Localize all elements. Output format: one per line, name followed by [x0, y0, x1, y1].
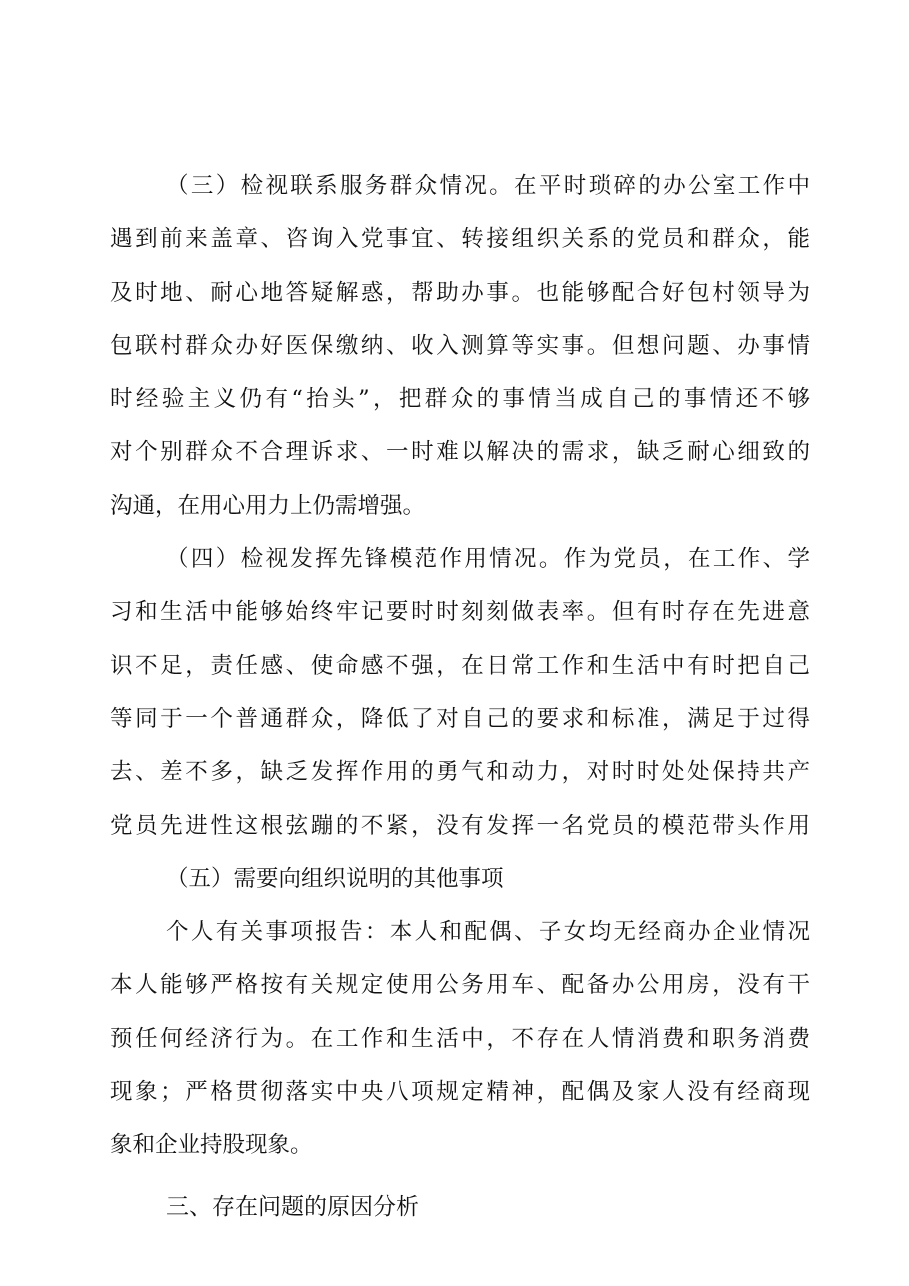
paragraph-line: （三）检视联系服务群众情况。在平时琐碎的办公室工作中: [166, 173, 810, 199]
paragraph-line: 本人能够严格按有关规定使用公务用车、配备办公用房，没有干: [110, 972, 810, 999]
section-3-paragraph: [110, 160, 810, 533]
section-4-paragraph: [110, 533, 810, 853]
paragraph-line: 及时地、耐心地答疑解惑，帮助办事。也能够配合好包村领导为: [110, 279, 810, 306]
paragraph-line: 习和生活中能够始终牢记要时时刻刻做表率。但有时存在先进意: [110, 599, 810, 626]
paragraph-line: 沟通，在用心用力上仍需增强。: [110, 492, 426, 519]
section-5-title: （五）需要向组织说明的其他事项: [166, 865, 504, 892]
paragraph-line: 党员先进性这根弦蹦的不紧，没有发挥一名党员的模范带头作用: [110, 812, 810, 839]
paragraph-line: 预任何经济行为。在工作和生活中，不存在人情消费和职务消费: [110, 1025, 810, 1052]
paragraph-line: 等同于一个普通群众，降低了对自己的要求和标准，满足于过得: [110, 705, 810, 732]
paragraph-line: 对个别群众不合理诉求、一时难以解决的需求，缺乏耐心细致的: [110, 439, 810, 466]
paragraph-line: 现象；严格贯彻落实中央八项规定精神，配偶及家人没有经商现: [110, 1079, 810, 1106]
section-5: [110, 853, 810, 1173]
paragraph-line: 遇到前来盖章、咨询入党事宜、转接组织关系的党员和群众，能: [110, 226, 810, 253]
paragraph-line: 象和企业持股现象。: [110, 1132, 313, 1159]
paragraph-line: 个人有关事项报告：本人和配偶、子女均无经商办企业情况: [166, 919, 810, 946]
paragraph-line: 时经验主义仍有“抬头”，把群众的事情当成自己的事情还不够: [110, 386, 810, 413]
paragraph-line: 去、差不多，缺乏发挥作用的勇气和动力，对时时处处保持共产: [110, 759, 810, 786]
paragraph-line: （四）检视发挥先锋模范作用情况。作为党员，在工作、学: [166, 546, 810, 573]
section-heading-3: 三、存在问题的原因分析: [166, 1193, 419, 1220]
document-body: [110, 160, 810, 1234]
paragraph-line: 包联村群众办好医保缴纳、收入测算等实事。但想问题、办事情: [110, 332, 810, 359]
paragraph-line: 识不足，责任感、使命感不强，在日常工作和生活中有时把自己: [110, 652, 810, 679]
